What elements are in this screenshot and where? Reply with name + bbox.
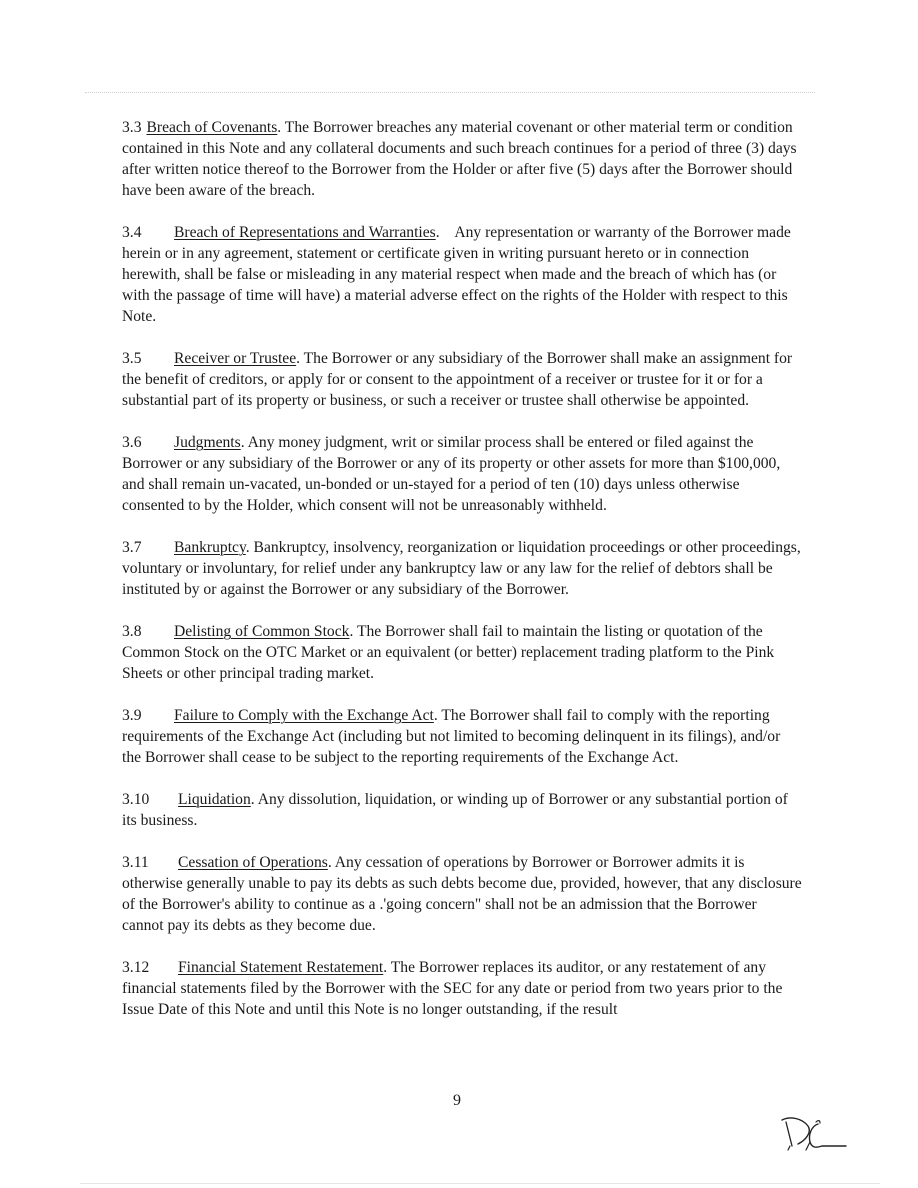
signature-initials	[776, 1112, 856, 1162]
section-number: 3.12	[122, 959, 150, 976]
section-body: . Any cessation of operations by Borrower or Borrower admits it is otherwise generally unable to pay its debts as such debts become due, provided, however, that any disclosure of the Borrower's ability to continue as a .'going concern" shall not be an admission that the Borrower cannot pay its debts as they become due.	[122, 854, 802, 934]
section-3-4	[122, 222, 802, 327]
section-body: . The Borrower or any subsidiary of the Borrower shall make an assignment for the benefit of creditors, or apply for or consent to the appointment of a receiver or trustee for it or for a substantial part of its property or business, or such a receiver or trustee shall otherwise be appointed.	[122, 350, 793, 409]
section-body: . The Borrower breaches any material covenant or other material term or condition contained in this Note and any collateral documents and such breach continues for a period of three (3) days after written notice thereof to the Borrower from the Holder or after five (5) days after the Borrower should have been aware of the breach.	[122, 119, 797, 199]
section-3-10	[122, 789, 802, 831]
section-heading: Breach of Covenants	[146, 119, 278, 136]
section-3-8	[122, 621, 802, 684]
section-heading: Cessation of Operations	[178, 854, 328, 871]
section-3-9	[122, 705, 802, 768]
section-body: . The Borrower shall fail to maintain the listing or quotation of the Common Stock on the OTC Market or an equivalent (or better) replacement trading platform to the Pink Sheets or other principal trading market.	[122, 623, 775, 682]
section-number: 3.3	[122, 119, 142, 136]
section-number: 3.11	[122, 854, 149, 871]
section-number: 3.6	[122, 434, 142, 451]
page-number: 9	[453, 1092, 461, 1109]
section-3-12	[122, 957, 802, 1020]
section-body: . Bankruptcy, insolvency, reorganization or liquidation proceedings or other proceedings, voluntary or involuntary, for relief under any bankruptcy law or any law for the relief of debtors shall be instituted by or against the Borrower or any subsidiary of the Borrower.	[122, 539, 801, 598]
section-3-5	[122, 348, 802, 411]
section-body: . The Borrower replaces its auditor, or any restatement of any financial statements filed by the Borrower with the SEC for any date or period from two years prior to the Issue Date of this Note and until this Note is no longer outstanding, if the result	[122, 959, 783, 1018]
scan-artifact-top	[85, 92, 815, 94]
section-heading: Receiver or Trustee	[174, 350, 297, 367]
section-body: . Any dissolution, liquidation, or winding up of Borrower or any substantial portion of its business.	[122, 791, 788, 829]
section-heading: Delisting of Common Stock	[174, 623, 350, 640]
section-heading: Judgments	[174, 434, 241, 451]
section-number: 3.5	[122, 350, 142, 367]
section-3-7	[122, 537, 802, 600]
section-body: . Any money judgment, writ or similar process shall be entered or filed against the Borrower or any subsidiary of the Borrower or any of its property or other assets for more than $100,000, and shall remain un-vacated, un-bonded or un-stayed for a period of ten (10) days unless otherwise consented to by the Holder, which consent will not be unreasonably withheld.	[122, 434, 781, 514]
section-number: 3.7	[122, 539, 142, 556]
section-heading: Breach of Representations and Warranties	[174, 224, 436, 241]
section-body: . Any representation or warranty of the Borrower made herein or in any agreement, statement or certificate given in writing pursuant hereto or in connection herewith, shall be false or misleading in any material respect when made and the breach of which has (or with the passage of time will have) a material adverse effect on the rights of the Holder with respect to this Note.	[122, 224, 795, 325]
document-body	[122, 117, 802, 1041]
section-3-6	[122, 432, 802, 516]
section-3-11	[122, 852, 802, 936]
section-heading: Bankruptcy	[174, 539, 246, 556]
section-3-3	[122, 117, 802, 201]
section-number: 3.4	[122, 224, 142, 241]
section-heading: Financial Statement Restatement	[178, 959, 384, 976]
section-body: . The Borrower shall fail to comply with the reporting requirements of the Exchange Act (including but not limited to becoming delinquent in its filings), and/or the Borrower shall cease to be subject to the reporting requirements of the Exchange Act.	[122, 707, 781, 766]
section-number: 3.8	[122, 623, 142, 640]
section-number: 3.9	[122, 707, 142, 724]
section-heading: Liquidation	[178, 791, 251, 808]
section-heading: Failure to Comply with the Exchange Act	[174, 707, 434, 724]
scan-artifact-bottom	[80, 1183, 880, 1185]
section-number: 3.10	[122, 791, 150, 808]
